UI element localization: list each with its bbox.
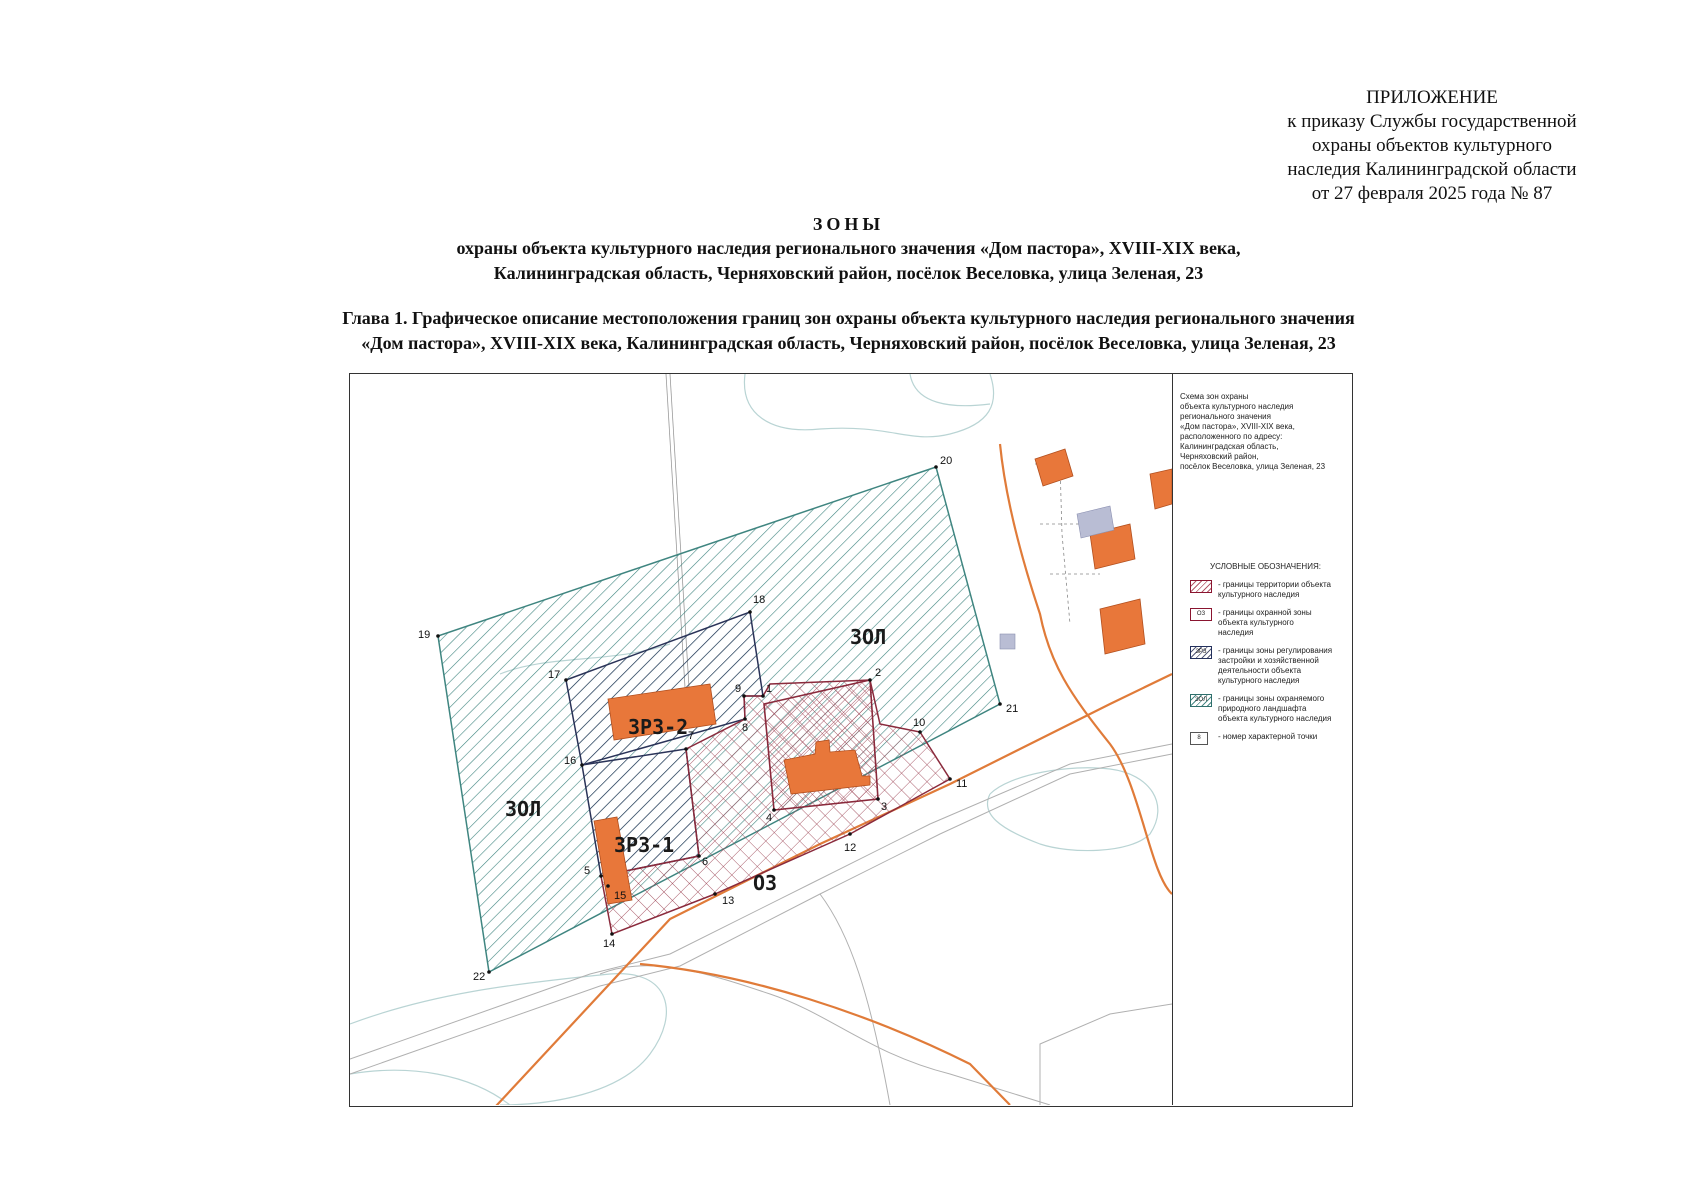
legend-text: - границы зоны охраняемого bbox=[1218, 694, 1325, 703]
point-number-21: 21 bbox=[1006, 703, 1019, 715]
point-number-16: 16 bbox=[564, 755, 577, 767]
point-marker-18 bbox=[748, 610, 752, 614]
point-number-17: 17 bbox=[548, 669, 561, 681]
point-number-22: 22 bbox=[473, 971, 486, 983]
appendix-line: наследия Калининградской области bbox=[1287, 159, 1577, 180]
title-line: охраны объекта культурного наследия регионального значения «Дом пастора», XVIII-XIX века, bbox=[456, 238, 1241, 258]
point-marker-5 bbox=[599, 874, 603, 878]
legend-item-territory bbox=[1180, 580, 1350, 600]
caption-line: расположенного по адресу: bbox=[1180, 432, 1283, 441]
point-marker-11 bbox=[948, 777, 952, 781]
zrz-1-label: ЗРЗ-1 bbox=[614, 833, 675, 857]
point-marker-10 bbox=[918, 730, 922, 734]
point-number-6: 6 bbox=[702, 856, 709, 868]
legend-text: культурного наследия bbox=[1218, 590, 1300, 599]
point-number-18: 18 bbox=[753, 594, 766, 606]
point-number-5: 5 bbox=[584, 865, 591, 877]
appendix-line: ПРИЛОЖЕНИЕ bbox=[1366, 87, 1498, 108]
legend-text: - номер характерной точки bbox=[1218, 732, 1318, 741]
caption-line: Черняховский район, bbox=[1180, 452, 1259, 461]
point-marker-21 bbox=[998, 702, 1002, 706]
point-number-9: 9 bbox=[735, 683, 742, 695]
point-marker-6 bbox=[697, 854, 701, 858]
title-line: Калининградская область, Черняховский район, посёлок Веселовка, улица Зеленая, 23 bbox=[493, 263, 1204, 283]
point-marker-13 bbox=[713, 892, 717, 896]
point-marker-15 bbox=[606, 884, 610, 888]
point-marker-1 bbox=[761, 694, 765, 698]
building-ne-3 bbox=[1100, 599, 1145, 654]
point-marker-20 bbox=[934, 465, 938, 469]
map-legend bbox=[1180, 392, 1350, 750]
point-number-14: 14 bbox=[603, 938, 616, 950]
caption-line: «Дом пастора», XVIII-XIX века, bbox=[1180, 422, 1295, 431]
legend-text: объекта культурного наследия bbox=[1218, 714, 1332, 723]
legend-text: - границы зоны регулирования bbox=[1218, 646, 1333, 655]
legend-text: - границы охранной зоны bbox=[1218, 608, 1312, 617]
appendix-line: к приказу Службы государственной bbox=[1287, 111, 1577, 132]
caption-line: объекта культурного наследия bbox=[1180, 402, 1294, 411]
caption-line: Схема зон охраны bbox=[1180, 392, 1249, 401]
document-title bbox=[0, 212, 1697, 286]
point-number-7: 7 bbox=[688, 730, 695, 742]
point-number-10: 10 bbox=[913, 717, 926, 729]
legend-text: - границы территории объекта bbox=[1218, 580, 1331, 589]
point-number-8: 8 bbox=[742, 722, 749, 734]
zrz-2-label: ЗРЗ-2 bbox=[628, 715, 689, 739]
oz-label: ОЗ bbox=[753, 871, 778, 895]
grey-building-1 bbox=[1000, 634, 1015, 649]
caption-line: посёлок Веселовка, улица Зеленая, 23 bbox=[1180, 462, 1326, 471]
point-marker-14 bbox=[610, 932, 614, 936]
point-number-19: 19 bbox=[418, 629, 431, 641]
point-marker-8 bbox=[743, 717, 747, 721]
site-borders bbox=[1035, 464, 1100, 624]
point-number-2: 2 bbox=[875, 667, 882, 679]
legend-item-zrz bbox=[1180, 646, 1350, 686]
legend-text: культурного наследия bbox=[1218, 676, 1300, 685]
appendix-line: охраны объектов культурного bbox=[1312, 135, 1552, 156]
point-number-3: 3 bbox=[881, 801, 888, 813]
point-number-13: 13 bbox=[722, 895, 735, 907]
caption-line: регионального значения bbox=[1180, 412, 1271, 421]
title-heading: ЗОНЫ bbox=[812, 214, 885, 234]
chapter-line: «Дом пастора», XVIII-XIX века, Калининградская область, Черняховский район, посёлок Веселовка, улица Зеленая, 23 bbox=[361, 333, 1336, 353]
point-marker-4 bbox=[772, 808, 776, 812]
point-number-12: 12 bbox=[844, 842, 857, 854]
legend-text: объекта культурного bbox=[1218, 618, 1294, 627]
legend-item-point bbox=[1180, 732, 1350, 750]
caption-line: Калининградская область, bbox=[1180, 442, 1279, 451]
point-number-15: 15 bbox=[614, 890, 627, 902]
point-number-1: 1 bbox=[766, 683, 773, 695]
point-marker-17 bbox=[564, 678, 568, 682]
point-marker-16 bbox=[580, 763, 584, 767]
territory-symbol-icon bbox=[1190, 580, 1212, 593]
point-marker-22 bbox=[487, 970, 491, 974]
point-number-11: 11 bbox=[956, 778, 968, 790]
legend-header: УСЛОВНЫЕ ОБОЗНАЧЕНИЯ: bbox=[1210, 562, 1321, 571]
legend-item-zol bbox=[1180, 694, 1350, 724]
point-marker-19 bbox=[436, 634, 440, 638]
point-number-20: 20 bbox=[940, 455, 953, 467]
chapter-line: Глава 1. Графическое описание местоположения границ зон охраны объекта культурного наследия регионального значения bbox=[342, 308, 1355, 328]
oz-symbol-icon: ОЗ bbox=[1190, 608, 1212, 621]
map-frame bbox=[349, 373, 1353, 1107]
legend-caption bbox=[1180, 392, 1350, 472]
building-ne-4 bbox=[1150, 469, 1172, 509]
zone-map bbox=[350, 374, 1172, 1105]
zol-upper-label: ЗОЛ bbox=[850, 625, 887, 649]
zrz-symbol-icon: ЗРЗ bbox=[1190, 646, 1212, 659]
grey-buildings bbox=[1000, 506, 1114, 649]
legend-text: природного ландшафта bbox=[1218, 704, 1307, 713]
point-marker-9 bbox=[742, 694, 746, 698]
point-marker-12 bbox=[848, 832, 852, 836]
appendix-block bbox=[1222, 86, 1642, 206]
legend-text: деятельности объекта bbox=[1218, 666, 1302, 675]
point-marker-3 bbox=[876, 797, 880, 801]
chapter-heading bbox=[0, 306, 1697, 356]
zol-left-label: ЗОЛ bbox=[505, 797, 542, 821]
point-marker-7 bbox=[684, 747, 688, 751]
building-ne-1 bbox=[1035, 449, 1073, 486]
zol-symbol-icon: ЗОЛ bbox=[1190, 694, 1212, 707]
point-number-4: 4 bbox=[766, 812, 773, 824]
map-area bbox=[350, 374, 1173, 1105]
legend-text: наследия bbox=[1218, 628, 1254, 637]
point-marker-2 bbox=[868, 678, 872, 682]
legend-item-oz bbox=[1180, 608, 1350, 638]
point-number-symbol-icon: 8 bbox=[1190, 732, 1208, 745]
appendix-line: от 27 февраля 2025 года № 87 bbox=[1311, 183, 1553, 204]
legend-text: застройки и хозяйственной bbox=[1218, 656, 1319, 665]
